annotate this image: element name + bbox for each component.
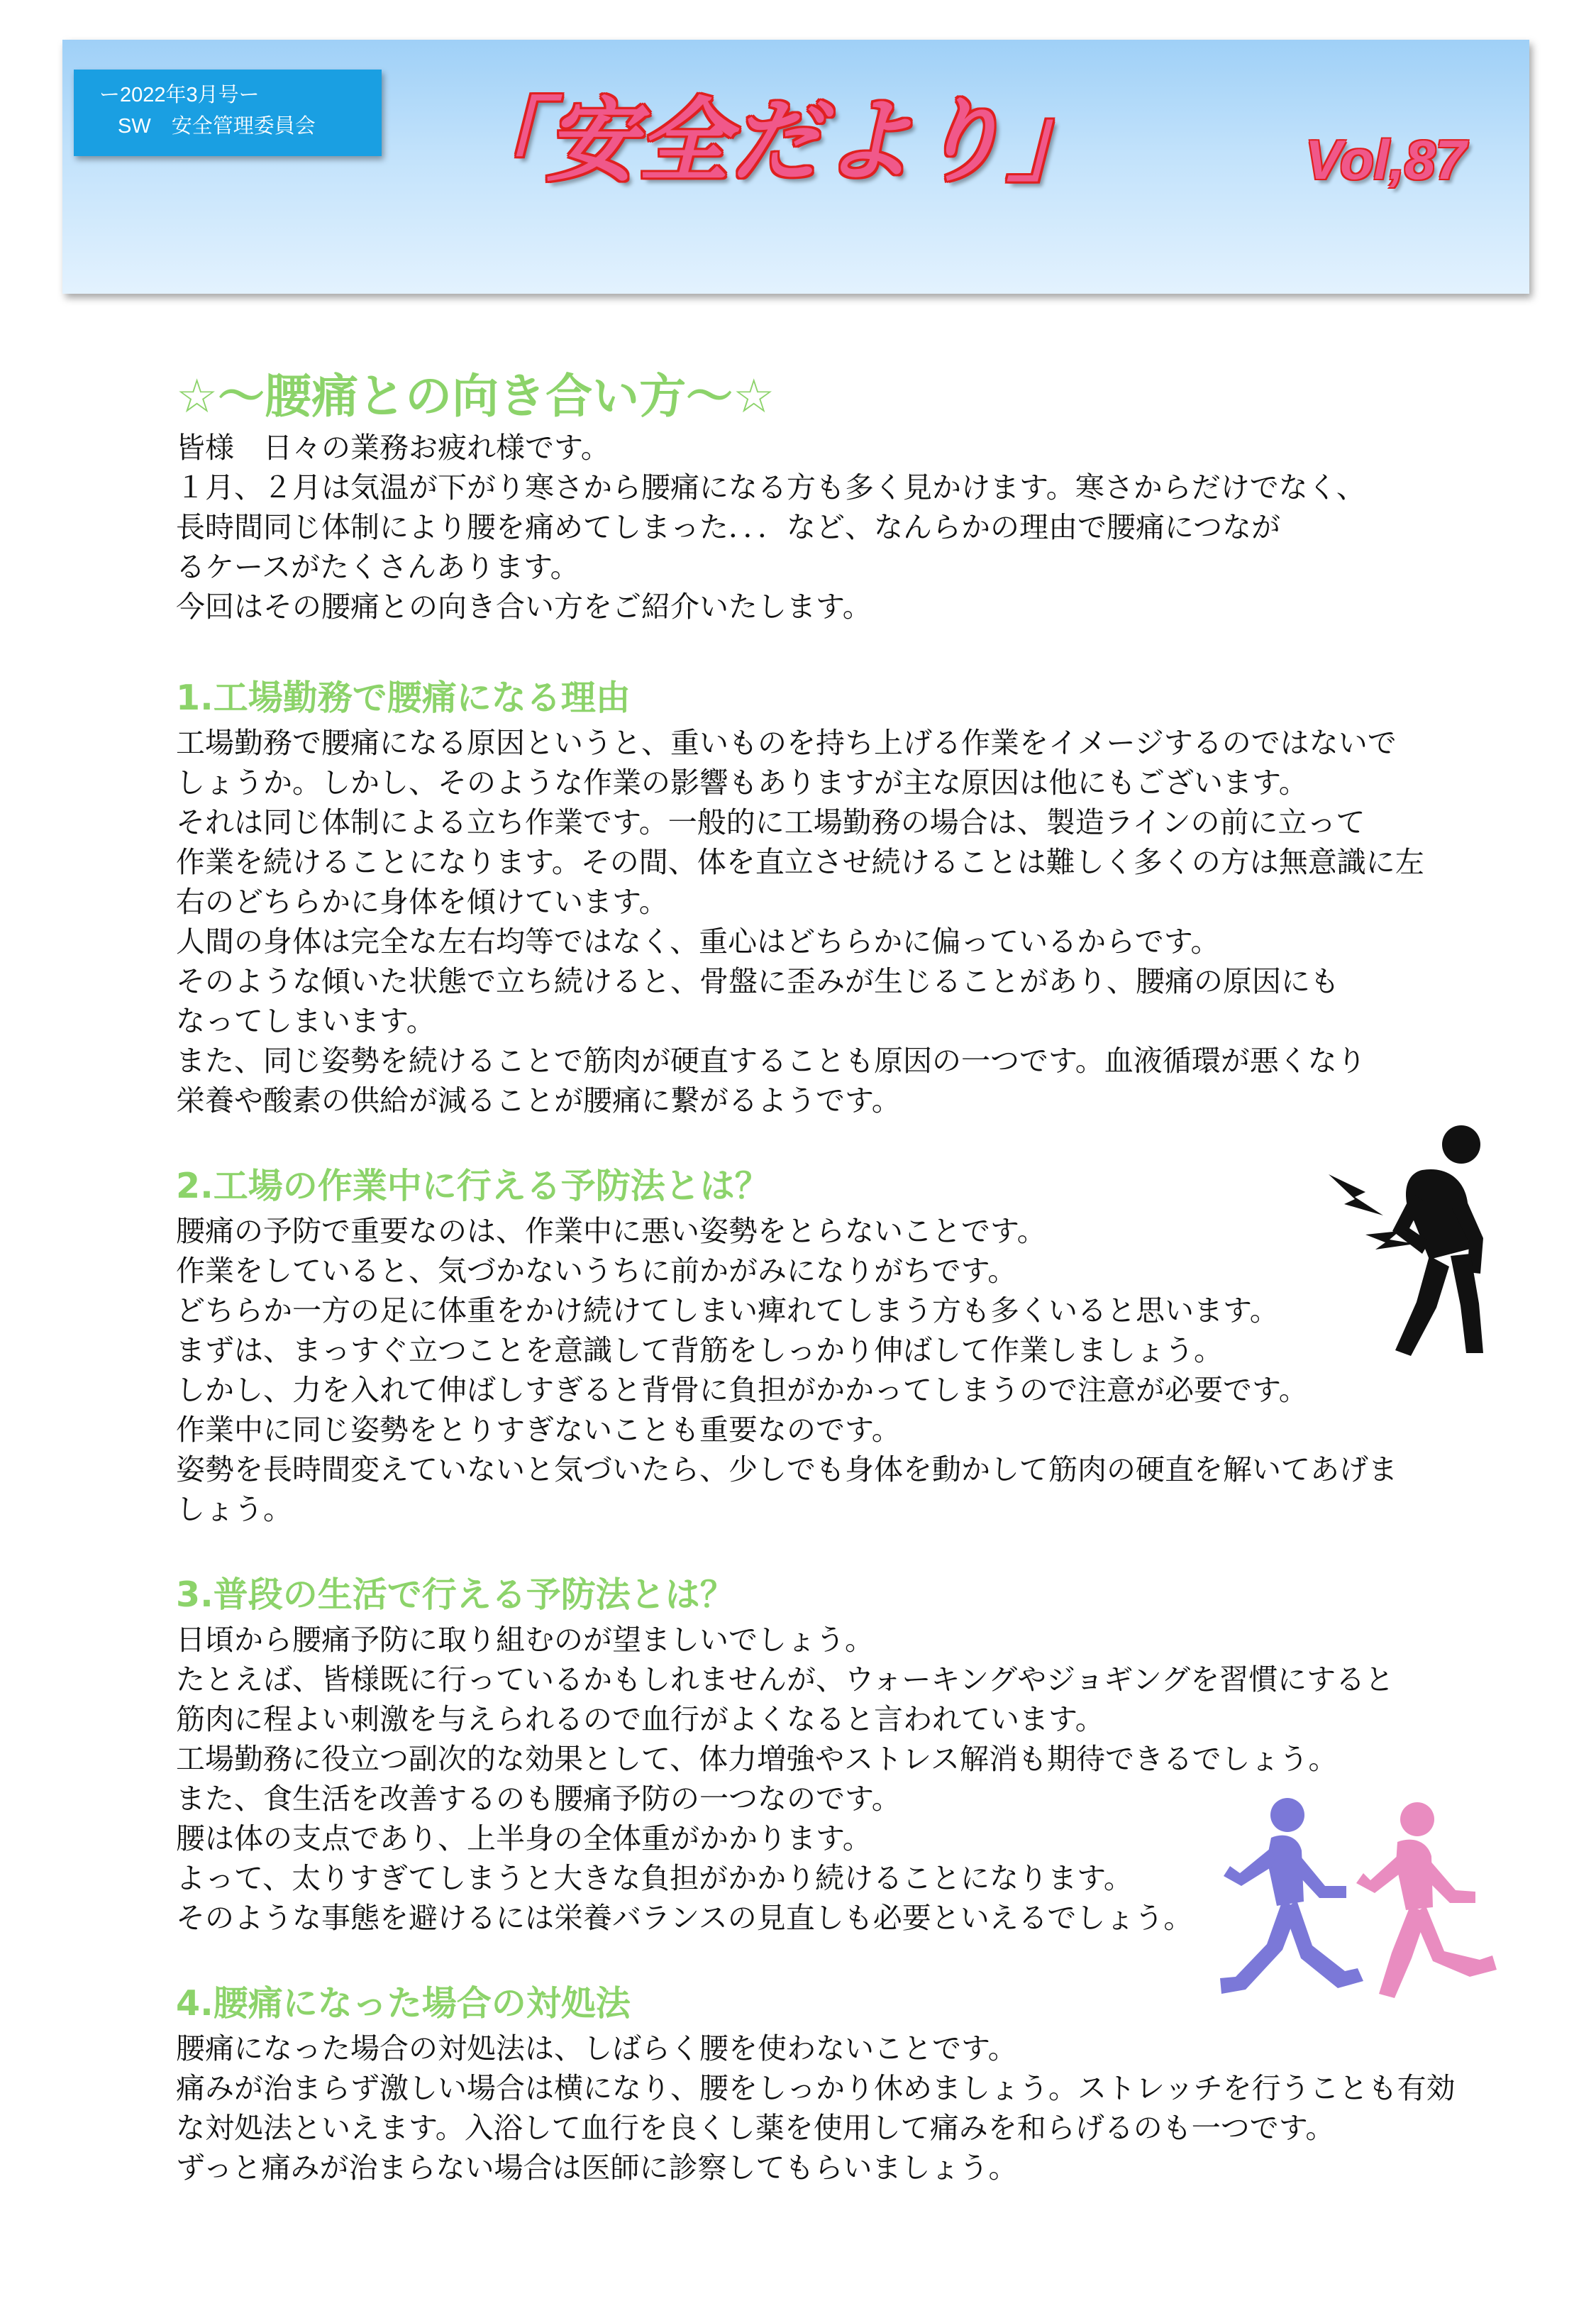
section-line: よって、太りすぎてしまうと大きな負担がかかり続けることになります。 [176, 1861, 1133, 1895]
document-title: ☆～腰痛との向き合い方～☆ [176, 369, 775, 424]
section-line: 腰痛になった場合の対処法は、しばらく腰を使わないことです。 [176, 2031, 1017, 2065]
section-line: そのような事態を避けるには栄養バランスの見直しも必要といえるでしょう。 [176, 1901, 1193, 1935]
intro-line: 長時間同じ体制により腰を痛めてしまった．．．など、なんらかの理由で腰痛につなが [176, 510, 1281, 544]
section-2 [176, 1162, 1495, 1529]
section-line: 工場勤務に役立つ副次的な効果として、体力増強やストレス解消も期待できるでしょう。 [176, 1742, 1338, 1776]
section-line: しかし、力を入れて伸ばしすぎると背骨に負担がかかってしまうので注意が必要です。 [176, 1373, 1308, 1407]
section-line: 工場勤務で腰痛になる原因というと、重いものを持ち上げる作業をイメージするのではないで [176, 726, 1397, 760]
back-pain-person-icon [1316, 1125, 1493, 1359]
section-line: ずっと痛みが治まらない場合は医師に診察してもらいましょう。 [176, 2151, 1018, 2185]
section-line: なってしまいます。 [176, 1004, 436, 1038]
section-line: な対処法といえます。入浴して血行を良くし薬を使用して痛みを和らげるのも一つです。 [176, 2111, 1335, 2145]
issue-date: ー2022年3月号ー [99, 84, 260, 106]
section-line: それは同じ体制による立ち作業です。一般的に工場勤務の場合は、製造ラインの前に立って [176, 805, 1365, 839]
issue-info-box [74, 70, 382, 156]
runner-pink-icon [1356, 1802, 1497, 1998]
section-line: また、食生活を改善するのも腰痛予防の一つなのです。 [176, 1782, 901, 1816]
intro-line: １月、２月は気温が下がり寒さから腰痛になる方も多く見かけます。寒さからだけでなく、 [176, 470, 1365, 504]
section-4 [176, 1979, 1495, 2188]
section-1 [176, 673, 1495, 1120]
section-line: たとえば、皆様既に行っているかもしれませんが、ウォーキングやジョギングを習慣にすると [176, 1662, 1395, 1697]
runner-blue-icon [1220, 1798, 1363, 1994]
section-line: どちらか一方の足に体重をかけ続けてしまい痺れてしまう方も多くいると思います。 [176, 1293, 1279, 1328]
volume-number: Vol,87 [1305, 128, 1466, 191]
section-line: 姿勢を長時間変えていないと気づいたら、少しでも身体を動かして筋肉の硬直を解いてあげま [176, 1452, 1397, 1486]
section-line: しょうか。しかし、そのような作業の影響もありますが主な原因は他にもございます。 [176, 766, 1308, 800]
intro-paragraph [176, 428, 1495, 627]
section-heading: 2.工場の作業中に行える予防法とは？ [176, 1166, 770, 1206]
section-heading: 3.普段の生活で行える予防法とは？ [176, 1574, 735, 1615]
committee-name: SW 安全管理委員会 [118, 115, 316, 138]
section-heading: 4.腰痛になった場合の対処法 [176, 1983, 631, 2024]
section-line: 作業中に同じ姿勢をとりすぎないことも重要なのです。 [176, 1413, 901, 1447]
section-line: しょう。 [176, 1492, 292, 1526]
section-line: 栄養や酸素の供給が減ることが腰痛に繋がるようです。 [176, 1083, 901, 1118]
section-line: 作業を続けることになります。その間、体を直立させ続けることは難しく多くの方は無意識に左 [176, 845, 1424, 879]
section-heading: 1.工場勤務で腰痛になる理由 [176, 678, 631, 718]
section-line: 作業をしていると、気づかないうちに前かがみになりがちです。 [176, 1254, 1017, 1288]
section-line: 腰痛の予防で重要なのは、作業中に悪い姿勢をとらないことです。 [176, 1214, 1046, 1248]
section-line: 人間の身体は完全な左右均等ではなく、重心はどちらかに偏っているからです。 [176, 925, 1220, 959]
intro-line: 皆様 日々の業務お疲れ様です。 [176, 431, 610, 465]
intro-line: るケースがたくさんあります。 [176, 550, 580, 584]
section-line: まずは、まっすぐ立つことを意識して背筋をしっかり伸ばして作業しましょう。 [176, 1333, 1223, 1367]
section-line: 右のどちらかに身体を傾けています。 [176, 885, 668, 919]
section-line: 腰は体の支点であり、上半身の全体重がかかります。 [176, 1821, 872, 1855]
pain-bolt-icon [1329, 1174, 1383, 1215]
intro-line: 今回はその腰痛との向き合い方をご紹介いたします。 [176, 590, 872, 624]
section-line: 日頃から腰痛予防に取り組むのが望ましいでしょう。 [176, 1623, 874, 1657]
section-line: 痛みが治まらず激しい場合は横になり、腰をしっかり休めましょう。ストレッチを行うことも有効 [176, 2071, 1456, 2105]
section-line: また、同じ姿勢を続けることで筋肉が硬直することも原因の一つです。血液循環が悪くなり [176, 1044, 1366, 1078]
running-couple-icon [1206, 1795, 1504, 2008]
section-line: 筋肉に程よい刺激を与えられるので血行がよくなると言われています。 [176, 1702, 1104, 1736]
newsletter-title: 「安全だより」 [454, 89, 1100, 194]
section-line: そのような傾いた状態で立ち続けると、骨盤に歪みが生じることがあり、腰痛の原因にも [176, 964, 1339, 998]
